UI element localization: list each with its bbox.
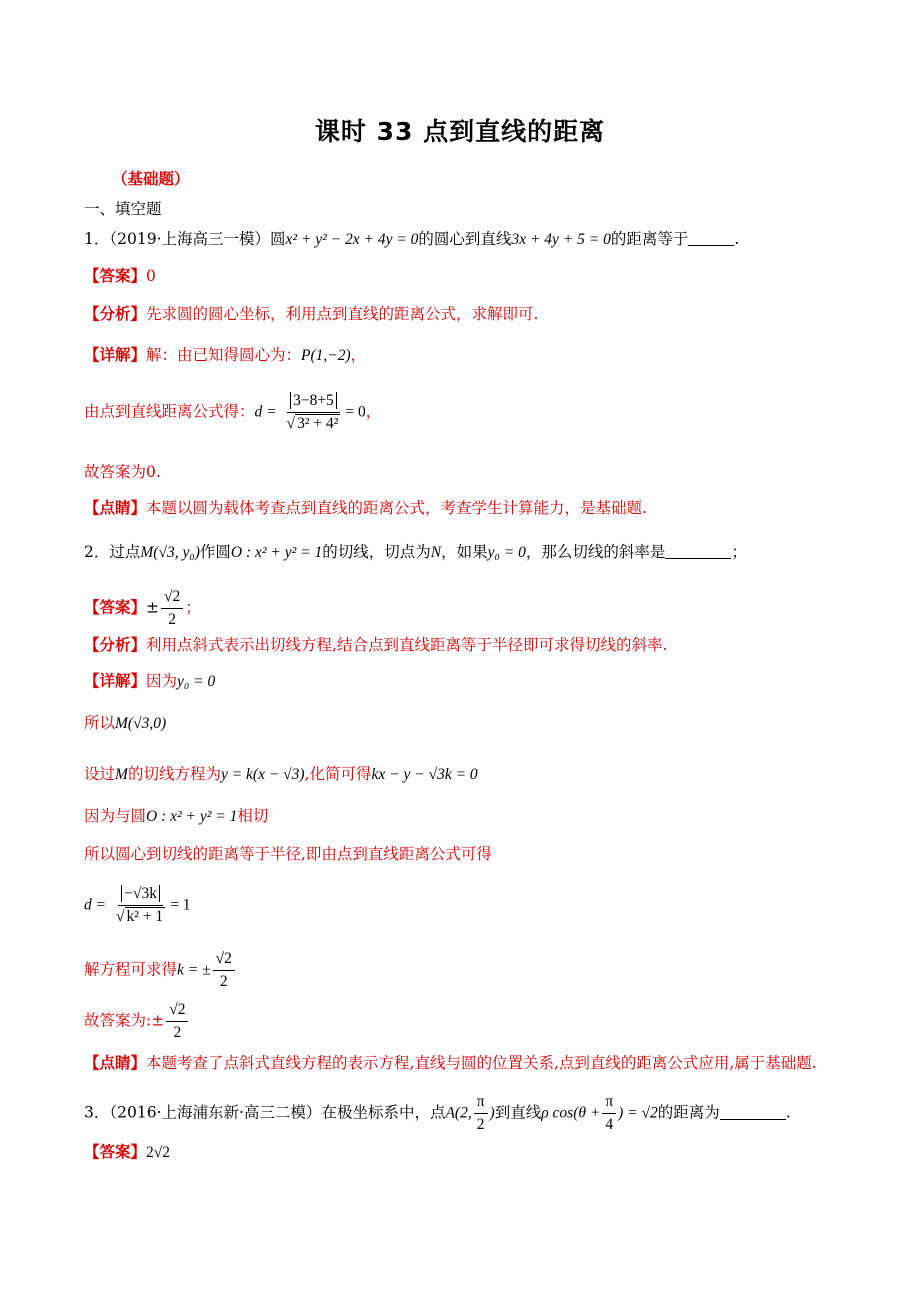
detail-line [84,344,366,367]
solve-line [84,950,237,991]
punct: ， [350,346,367,364]
point-fraction [474,1093,488,1134]
question-text: ，那么切线的斜率是 [525,543,666,561]
detail-text: 解：由已知得圆心为： [146,346,302,364]
solve-text: 解方程可求得 [84,960,178,979]
question-1 [84,228,739,251]
comment-line [84,1052,817,1074]
question-source: （2016·上海浦东新·高三二模） [109,1103,322,1122]
answer-value: 2√2 [146,1144,171,1161]
polar-line-rhs: ) = √2 [618,1104,658,1122]
fraction-numerator: π [602,1093,616,1114]
analysis-line [84,634,667,656]
comment-tag: 【点睛】 [84,498,147,517]
fraction-numerator: √2 [161,588,183,609]
question-text: 圆 [270,230,286,248]
radius-line: 所以圆心到切线的距离等于半径,即由点到直线距离公式可得 [84,845,492,863]
answer-blank [688,229,734,246]
point-a: A(2, [445,1104,472,1122]
formula-text: 由点到直线距离公式得： [84,402,255,421]
line-fraction [602,1093,616,1134]
fraction-denominator: 2 [476,1116,485,1133]
answer-line [84,588,201,629]
fraction-numerator: √2 [213,950,235,971]
analysis-line [84,303,538,325]
fraction-denominator: k² + 1 [126,908,164,925]
distance-fraction: $\frac{3-8+5}{\text{√ 3² + 4²}}$ [286,392,339,432]
question-number: 3． [84,1103,110,1122]
text: 设过 [84,765,116,783]
question-end: . [785,1103,791,1122]
section-heading: 一、填空题 [84,200,162,218]
formula-lhs: d = [84,896,107,914]
fraction-denominator: 4 [605,1116,614,1133]
question-text: 作圆 [199,543,231,561]
final-line [84,1001,190,1042]
text: ,化简可得 [304,765,372,783]
formula-rhs: = 1 [170,896,191,914]
so-text: 所以 [84,714,116,732]
final-text: 故答案为:± [84,1011,165,1030]
question-text: ，如果 [441,543,488,561]
point-n: N [430,544,442,561]
fraction-denominator: 3² + 4² [297,415,339,432]
question-end: . [734,230,740,248]
answer-line [84,1141,170,1164]
text: 相切 [237,807,269,825]
so-line [84,712,166,735]
question-text: 的圆心到直线 [418,230,512,248]
answer-tag: 【答案】 [84,597,147,617]
distance-formula-line [84,885,191,926]
fraction-denominator: 2 [219,973,228,990]
fraction-numerator: −√3k [121,885,160,902]
so-equation: M(√3,0) [115,715,167,732]
comment-tag: 【点睛】 [84,1053,147,1072]
formula-rhs: = 0 [345,403,366,421]
point-close: ) [489,1104,495,1122]
formula-lhs: d = [254,403,277,421]
detail-tag: 【详解】 [84,671,147,690]
question-text: 的切线，切点为 [322,543,431,561]
polar-line: ρ cos(θ + [541,1104,601,1122]
answer-tag: 【答案】 [84,266,147,285]
question-text: 的距离为 [657,1103,720,1122]
fraction-numerator: π [474,1093,488,1114]
equation-circle: O : x² + y² = 1 [230,544,323,561]
tangent-equation-line [84,763,478,786]
question-number: 2． [84,543,110,561]
final-fraction [166,1001,188,1042]
fraction-denominator: 2 [168,611,177,628]
solve-fraction [213,950,235,991]
answer-tag: 【答案】 [84,1142,147,1161]
tangent-circle-line [84,805,268,828]
analysis-tag: 【分析】 [84,635,147,654]
page-title: 课时 33 点到直线的距离 [314,117,606,146]
question-text: 过点 [109,543,141,561]
solve-lhs: k = ± [177,961,211,979]
question-text: 在极坐标系中，点 [321,1103,446,1122]
analysis-text: 先求圆的圆心坐标，利用点到直线的距离公式，求解即可. [146,305,539,323]
answer-fraction [161,588,183,629]
question-end: ； [731,543,747,561]
comment-text: 本题考查了点斜式直线方程的表示方程,直线与圆的位置关系,点到直线的距离公式应用,属于基础题. [146,1054,817,1072]
comment-text: 本题以圆为载体考查点到直线的距离公式，考查学生计算能力，是基础题. [146,499,647,517]
point-m: M [115,766,128,783]
question-source: （2019·上海高三一模） [109,230,270,248]
equation-line: 3x + 4y + 5 = 0 [511,231,611,248]
detail-tag: 【详解】 [84,345,147,364]
analysis-tag: 【分析】 [84,304,147,323]
answer-value: 0 [146,267,156,285]
detail-line [84,670,215,693]
detail-equation: y₀ = 0 [177,673,216,690]
analysis-text: 利用点斜式表示出切线方程,结合点到直线距离等于半径即可求得切线的斜率. [146,636,668,654]
tangent-equation: y = k(x − √3) [220,766,305,783]
section-tag: （基础题） [112,169,190,188]
text: 因为与圆 [84,807,147,825]
equation-circle: x² + y² − 2x + 4y = 0 [285,231,419,248]
distance-formula-line [84,392,381,433]
punct: ， [365,402,382,421]
conclusion-line: 故答案为0. [84,463,161,481]
question-number: 1． [84,230,110,248]
distance-fraction: $\frac{-√3k}{\text{√ k² + 1}}$ [116,885,164,925]
center-point: P(1,−2) [301,347,351,364]
condition: y₀ = 0 [487,544,526,561]
answer-blank [720,1103,786,1120]
answer-line [84,265,156,287]
detail-text: 因为 [146,672,178,690]
comment-line [84,497,647,519]
question-3 [84,1093,791,1134]
fraction-numerator: 3−8+5 [290,392,337,409]
fraction-denominator: 2 [173,1024,182,1041]
simplified-equation: kx − y − √3k = 0 [371,766,478,783]
question-2 [84,541,747,564]
fraction-numerator: √2 [166,1001,188,1022]
question-text: 到直线 [494,1103,542,1122]
question-text: 的距离等于 [610,230,689,248]
text: 的切线方程为 [127,765,221,783]
point-m: M(√3, y₀) [140,544,200,561]
circle-equation: O : x² + y² = 1 [146,808,238,825]
answer-blank [665,542,731,559]
punct: ； [185,598,201,617]
plus-minus: ± [146,598,160,617]
